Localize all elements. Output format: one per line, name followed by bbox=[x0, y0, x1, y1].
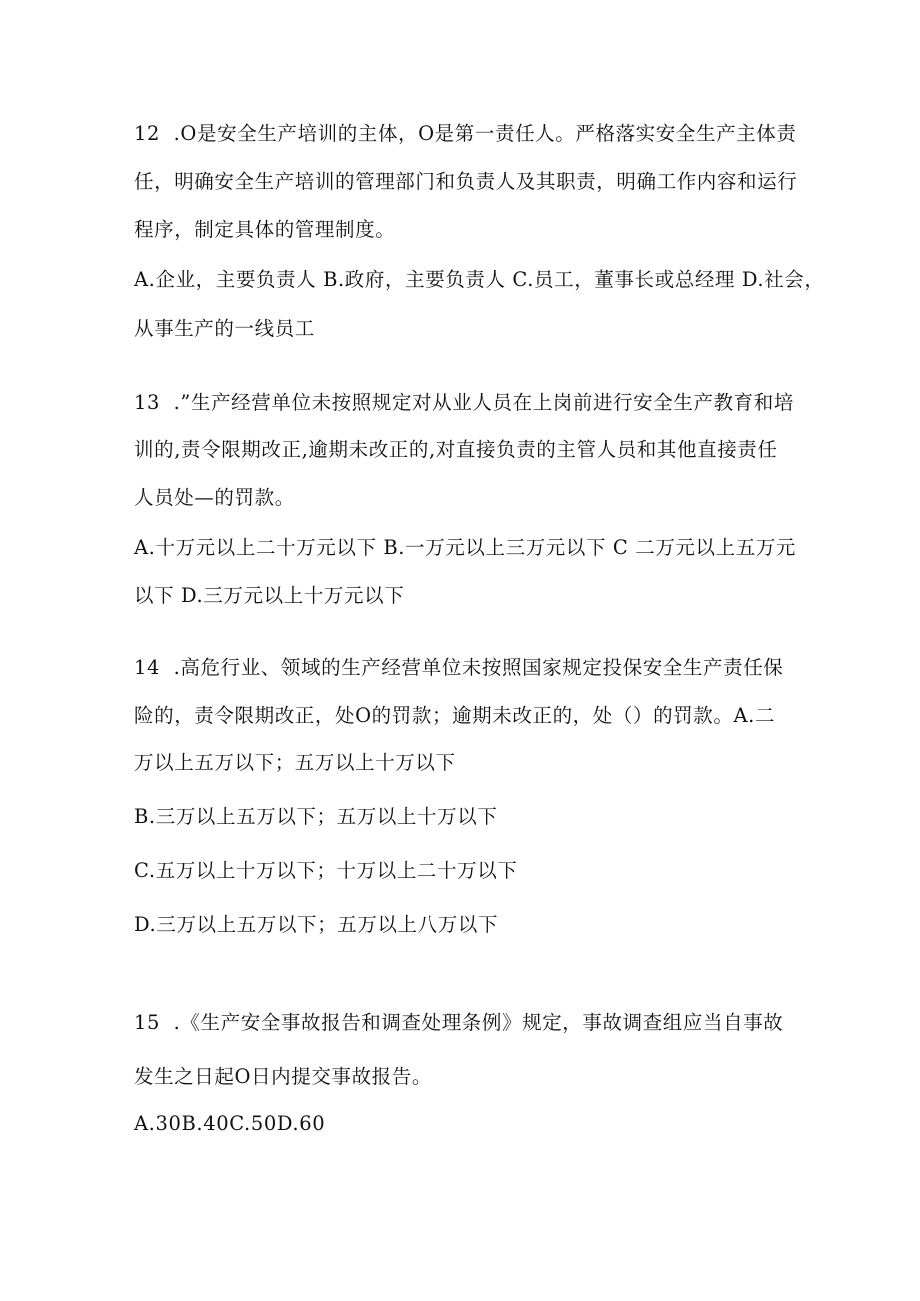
question-13-options-line-1: A.十万元以上二十万元以下 B.一万元以上三万元以下 C 二万元以上五万元 bbox=[134, 536, 797, 559]
question-15-options: A.30B.40C.50D.60 bbox=[134, 1112, 326, 1135]
question-13-stem-line-3: 人员处—的罚款。 bbox=[134, 486, 295, 509]
question-13-stem-line-1: 13 .”生产经营单位未按照规定对从业人员在上岗前进行安全生产教育和培 bbox=[134, 391, 794, 414]
question-14-stem-line-1: 14 .高危行业、领域的生产经营单位未按照国家规定投保安全生产责任保 bbox=[134, 656, 784, 679]
question-12-options-line-1: A.企业，主要负责人 B.政府，主要负责人 C.员工，董事长或总经理 D.社会， bbox=[134, 268, 825, 291]
question-13-stem-line-2: 训的,责令限期改正,逾期未改正的,对直接负责的主管人员和其他直接责任 bbox=[134, 438, 778, 461]
question-14-stem-line-2: 险的，责令限期改正，处O的罚款；逾期未改正的，处（）的罚款。A.二 bbox=[134, 704, 776, 727]
question-13-options-line-2: 以下 D.三万元以上十万元以下 bbox=[134, 584, 405, 607]
question-12-options-line-2: 从事生产的一线员工 bbox=[134, 317, 315, 340]
question-12-stem-line-2: 任，明确安全生产培训的管理部门和负责人及其职责，明确工作内容和运行 bbox=[134, 170, 798, 193]
question-12-stem-line-3: 程序，制定具体的管理制度。 bbox=[134, 218, 396, 241]
question-15-stem-line-2: 发生之日起O日内提交事故报告。 bbox=[134, 1065, 432, 1088]
question-14-option-d: D.三万以上五万以下；五万以上八万以下 bbox=[134, 913, 499, 936]
question-15-stem-line-1: 15 .《生产安全事故报告和调查处理条例》规定，事故调查组应当自事故 bbox=[134, 1011, 784, 1034]
question-12-stem-line-1: 12 .O是安全生产培训的主体，O是第一责任人。严格落实安全生产主体责 bbox=[134, 122, 797, 145]
question-14-option-c: C.五万以上十万以下；十万以上二十万以下 bbox=[134, 859, 518, 882]
question-14-stem-line-3: 万以上五万以下；五万以上十万以下 bbox=[134, 751, 456, 774]
question-14-option-b: B.三万以上五万以下；五万以上十万以下 bbox=[134, 805, 498, 828]
